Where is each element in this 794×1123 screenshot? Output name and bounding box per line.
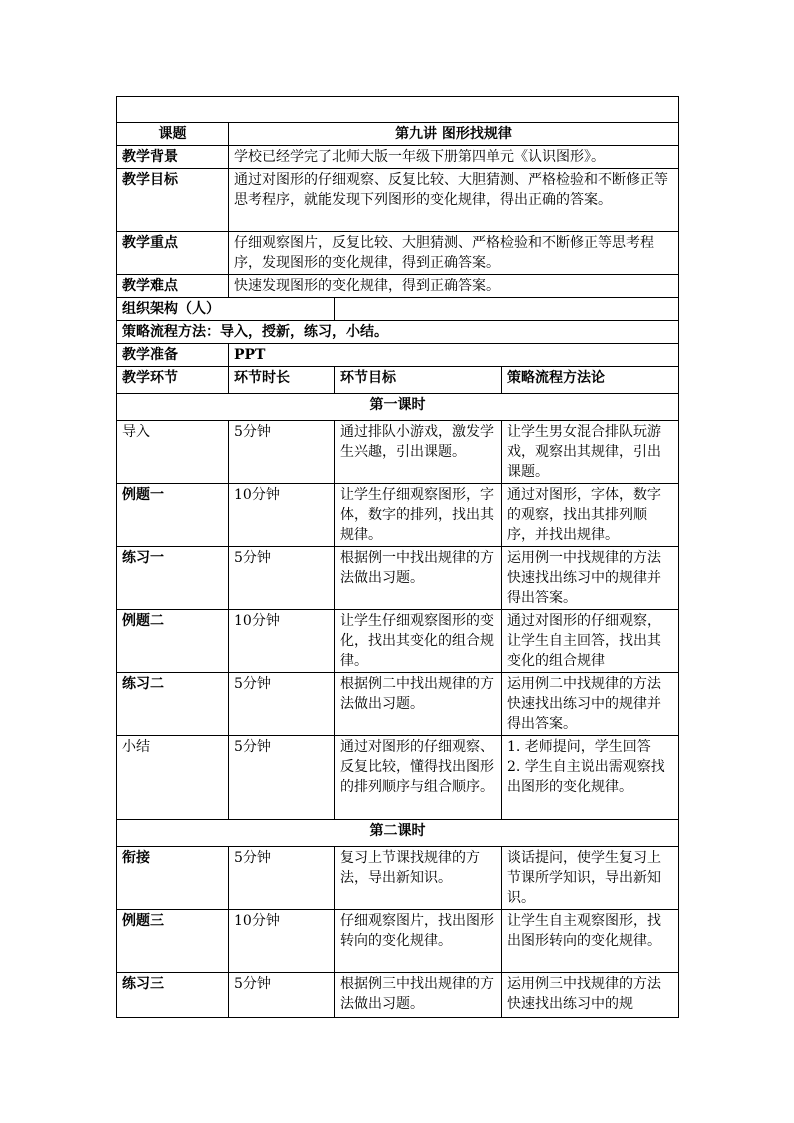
time-cell: 5分钟 [229,673,335,736]
table-row [117,910,679,973]
method-cell: 运用例二中找规律的方法快速找出练习中的规律并得出答案。 [502,673,679,736]
stage-cell: 例题一 [117,484,229,547]
table-row [117,421,679,484]
method-cell: 运用例一中找规律的方法快速找出练习中的规律并得出答案。 [502,547,679,610]
row-label: 教学背景 [117,146,229,169]
method-cell: 运用例三中找规律的方法快速找出练习中的规 [502,973,679,1018]
session-title-row [117,394,679,421]
stage-cell: 练习二 [117,673,229,736]
method-cell [502,736,679,820]
table-row [117,847,679,910]
stage-cell: 例题三 [117,910,229,973]
topic-row [117,123,679,146]
row-text: 仔细观察图片，反复比较、大胆猜测、严格检验和不断修正等思考程序，发现图形的变化规律，得到正确答案。 [229,232,679,275]
goal-cell: 仔细观察图片，找出图形转向的变化规律。 [335,910,502,973]
time-cell: 5分钟 [229,847,335,910]
method-line: 1. 老师提问，学生回答 [507,739,651,755]
background-row [117,146,679,169]
prep-row [117,344,679,367]
stage-cell: 导入 [117,421,229,484]
stage-cell: 练习一 [117,547,229,610]
key-points-row [117,232,679,275]
blank-row [117,97,679,123]
time-cell: 5分钟 [229,736,335,820]
goal-cell: 根据例一中找出规律的方法做出习题。 [335,547,502,610]
method-cell: 通过对图形，字体，数字的观察，找出其排列顺序，并找出规律。 [502,484,679,547]
stage-cell: 衔接 [117,847,229,910]
goal-cell: 让学生仔细观察图形的变化，找出其变化的组合规律。 [335,610,502,673]
goal-cell: 通过对图形的仔细观察、反复比较，懂得找出图形的排列顺序与组合顺序。 [335,736,502,820]
strategy-row [117,321,679,344]
method-cell: 通过对图形的仔细观察，让学生自主回答，找出其变化的组合规律 [502,610,679,673]
topic-label: 课题 [117,123,229,146]
goal-cell: 根据例二中找出规律的方法做出习题。 [335,673,502,736]
table-row [117,673,679,736]
time-cell: 10分钟 [229,610,335,673]
stage-cell: 练习三 [117,973,229,1018]
method-cell: 让学生自主观察图形，找出图形转向的变化规律。 [502,910,679,973]
time-cell: 10分钟 [229,910,335,973]
method-cell: 谈话提问，使学生复习上节课所学知识，导出新知识。 [502,847,679,910]
goal-cell: 复习上节课找规律的方法，导出新知识。 [335,847,502,910]
time-cell: 5分钟 [229,973,335,1018]
table-row [117,973,679,1018]
header-row [117,367,679,394]
row-text: 快速发现图形的变化规律，得到正确答案。 [229,275,679,298]
table-row [117,736,679,820]
table-row [117,547,679,610]
row-label: 教学重点 [117,232,229,275]
prep-value: PPT [229,344,679,367]
stage-cell: 小结 [117,736,229,820]
goal-cell: 通过排队小游戏，激发学生兴趣，引出课题。 [335,421,502,484]
session1-title: 第一课时 [117,394,679,421]
table-row [117,610,679,673]
difficulty-row [117,275,679,298]
table-row [117,484,679,547]
method-cell: 让学生男女混合排队玩游戏，观察出其规律，引出课题。 [502,421,679,484]
session2-title: 第二课时 [117,820,679,847]
row-label: 组织架构（人） [117,298,335,321]
prep-label: 教学准备 [117,344,229,367]
method-line: 2. 学生自主说出需观察找出图形的变化规律。 [507,759,665,795]
organization-row [117,298,679,321]
row-text: 通过对图形的仔细观察、反复比较、大胆猜测、严格检验和不断修正等思考程序，就能发现下列图形的变化规律，得出正确的答案。 [229,169,679,232]
row-text: 学校已经学完了北师大版一年级下册第四单元《认识图形》。 [229,146,679,169]
header-stage: 教学环节 [117,367,229,394]
strategy-line: 策略流程方法：导入，授新，练习，小结。 [117,321,679,344]
session-title-row [117,820,679,847]
lesson-plan-table [116,96,679,1018]
time-cell: 10分钟 [229,484,335,547]
goal-cell: 根据例三中找出规律的方法做出习题。 [335,973,502,1018]
time-cell: 5分钟 [229,547,335,610]
topic-title: 第九讲 图形找规律 [229,123,679,146]
goal-cell: 让学生仔细观察图形，字体，数字的排列，找出其规律。 [335,484,502,547]
header-time: 环节时长 [229,367,335,394]
stage-cell: 例题二 [117,610,229,673]
row-label: 教学目标 [117,169,229,232]
header-method: 策略流程方法论 [502,367,679,394]
row-label: 教学难点 [117,275,229,298]
objectives-row [117,169,679,232]
header-goal: 环节目标 [335,367,502,394]
time-cell: 5分钟 [229,421,335,484]
row-text [335,298,679,321]
